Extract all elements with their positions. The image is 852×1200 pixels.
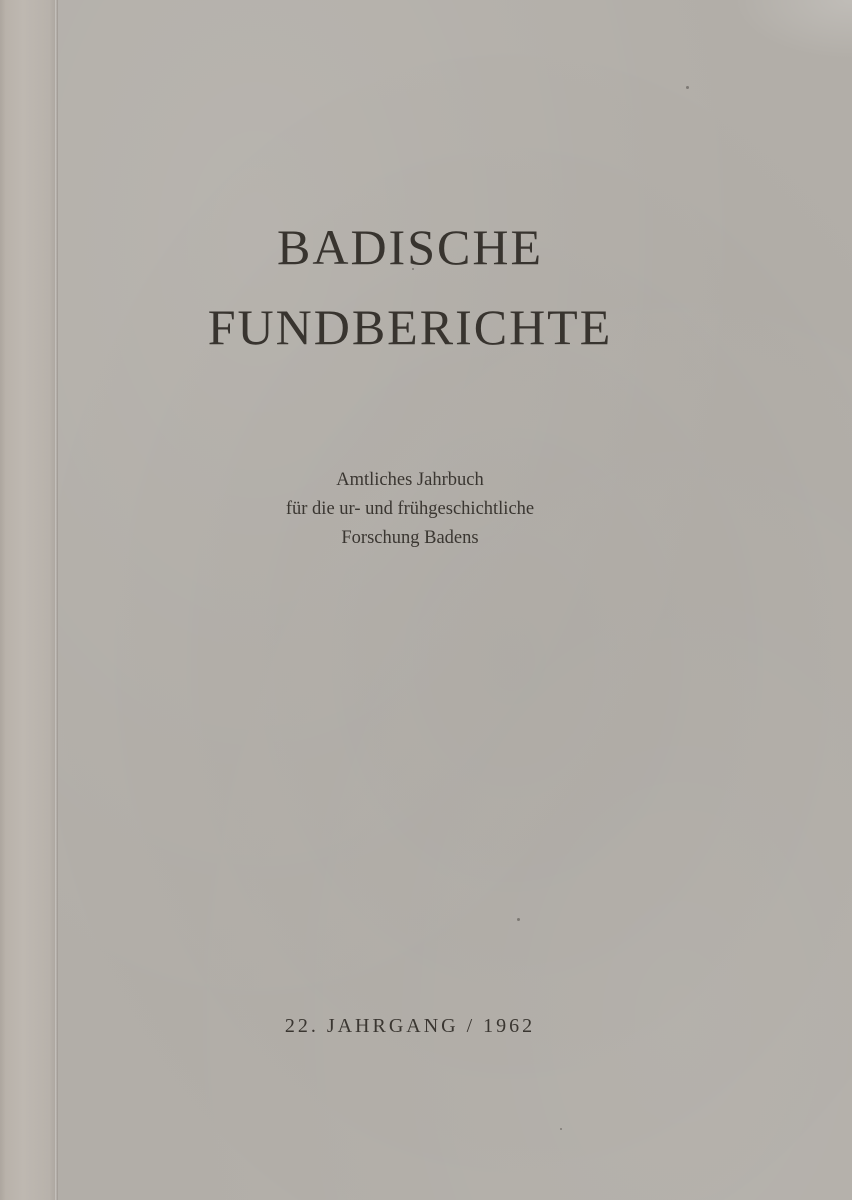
volume-year: 22. JAHRGANG / 1962 (284, 1015, 536, 1037)
paper-speck (560, 1128, 562, 1130)
paper-speck (686, 86, 689, 89)
title-line-2: FUNDBERICHTE (207, 299, 613, 355)
subtitle-block (0, 466, 820, 553)
paper-speck (517, 918, 520, 921)
subtitle-line: Amtliches Jahrbuch (336, 470, 484, 490)
paper-speck (412, 268, 414, 270)
subtitle-line: für die ur- und frühgeschichtliche (285, 499, 535, 519)
title-line-1: BADISCHE (276, 219, 544, 275)
subtitle-line: Forschung Badens (341, 528, 479, 548)
corner-wear (732, 0, 852, 60)
